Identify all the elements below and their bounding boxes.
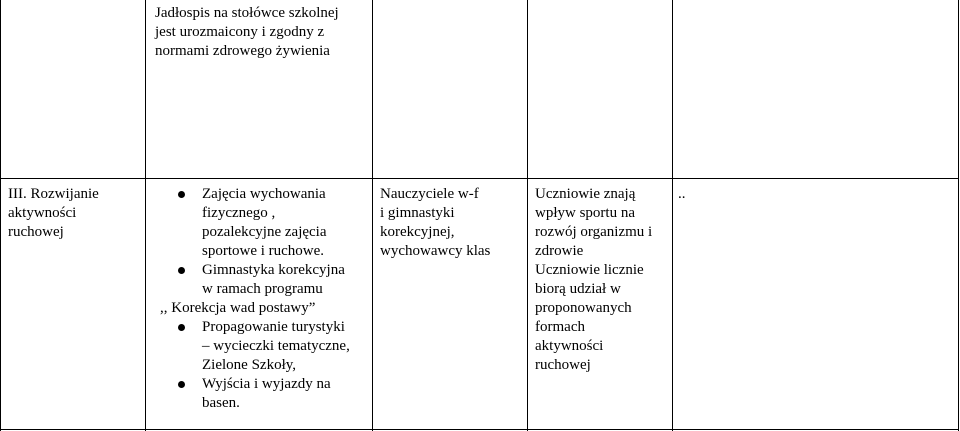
text-line: basen. — [202, 395, 240, 411]
list-item — [157, 318, 371, 375]
text-line: korekcyjnej, — [380, 224, 455, 240]
list-item — [157, 299, 371, 318]
text-line: rozwój organizmu i — [535, 224, 653, 240]
list-item — [157, 185, 371, 261]
table-border-right — [958, 0, 959, 431]
text-line: Wyjścia i wyjazdy na — [202, 376, 331, 392]
text-line: Nauczyciele w-f — [380, 186, 479, 202]
text-line: ruchowej — [535, 357, 591, 373]
table-border-bottom — [0, 429, 959, 430]
notes-cell: .. — [678, 186, 686, 202]
text-line: Uczniowie licznie — [535, 262, 644, 278]
text-line: Uczniowie znają — [535, 186, 636, 202]
column-divider-4 — [672, 0, 673, 431]
text-line: proponowanych — [535, 300, 632, 316]
text-line: aktywności — [535, 338, 604, 354]
responsible-cell — [380, 185, 525, 261]
row-divider — [0, 178, 959, 179]
activities-list — [157, 185, 371, 413]
text-line: – wycieczki tematyczne, — [202, 338, 350, 354]
column-divider-1 — [145, 0, 146, 431]
text-line: formach — [535, 319, 585, 335]
text-line: biorą udział w — [535, 281, 621, 297]
text-line: wpływ sportu na — [535, 205, 635, 221]
column-divider-3 — [527, 0, 528, 431]
text-line: sportowe i ruchowe. — [202, 243, 325, 259]
text-line: w ramach programu — [202, 281, 323, 297]
title-line: III. Rozwijanie — [8, 186, 99, 202]
title-line: ruchowej — [8, 224, 64, 240]
section-title — [8, 185, 143, 242]
text-line: fizycznego , — [202, 205, 276, 221]
text-line: Propagowanie turystyki — [202, 319, 345, 335]
text-line: zdrowie — [535, 243, 584, 259]
text-line: jest urozmaicony i zgodny z — [155, 24, 325, 40]
outcomes-cell — [535, 185, 671, 375]
list-item — [157, 261, 371, 299]
text-line: Zajęcia wychowania — [202, 186, 326, 202]
text-line: ,, Korekcja wad postawy” — [160, 300, 316, 316]
text-line: Jadłospis na stołówce szkolnej — [155, 5, 339, 21]
title-line: aktywności — [8, 205, 77, 221]
text-line: wychowawcy klas — [380, 243, 491, 259]
list-item — [157, 375, 371, 413]
table-border-left — [0, 0, 1, 431]
text-line: Gimnastyka korekcyjna — [202, 262, 345, 278]
top-row-text — [155, 4, 370, 61]
text-line: i gimnastyki — [380, 205, 455, 221]
text-line: pozalekcyjne zajęcia — [202, 224, 327, 240]
text-line: Zielone Szkoły, — [202, 357, 297, 373]
text-line: normami zdrowego żywienia — [155, 43, 330, 59]
column-divider-2 — [372, 0, 373, 431]
